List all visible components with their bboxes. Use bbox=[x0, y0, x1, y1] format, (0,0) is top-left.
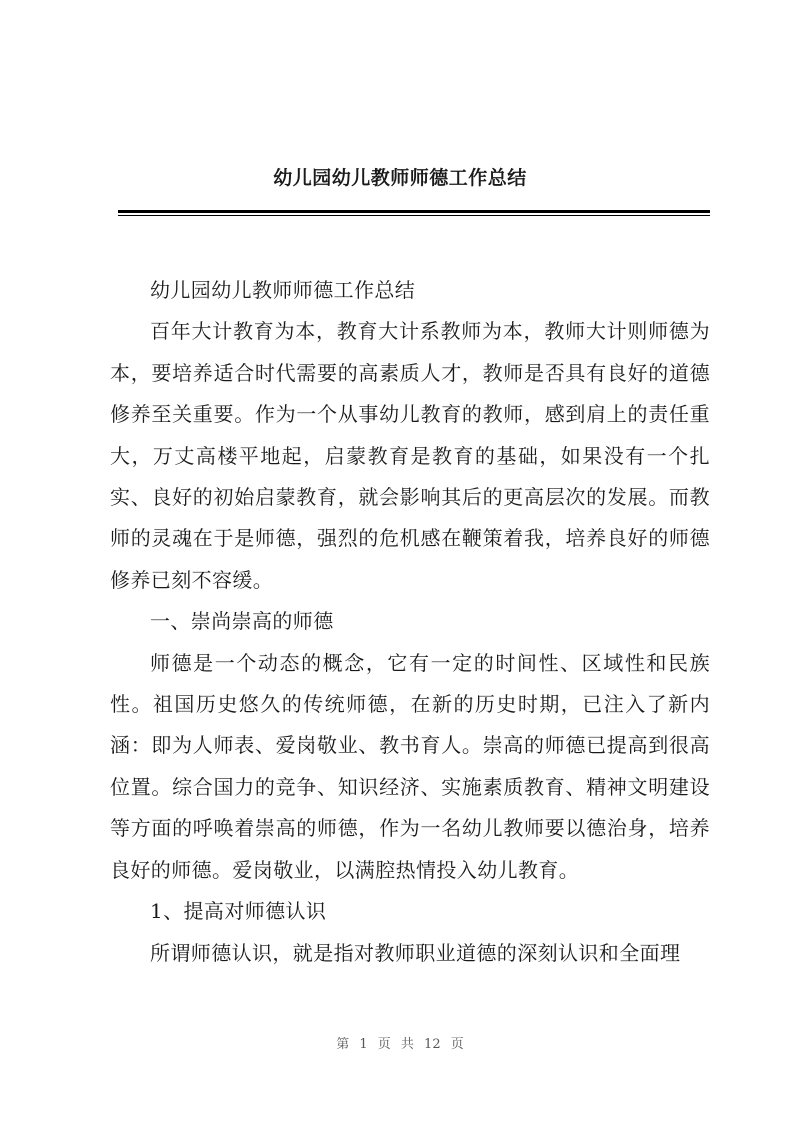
section-heading: 一、崇尚崇高的师德 bbox=[150, 609, 334, 634]
page-number-footer: 第 1 页 共 12 页 bbox=[336, 1037, 464, 1052]
page-title: 幼儿园幼儿教师师德工作总结 bbox=[273, 167, 527, 189]
title-divider-thin bbox=[118, 215, 710, 216]
title-divider bbox=[118, 210, 710, 213]
paragraph-heading: 幼儿园幼儿教师师德工作总结 bbox=[150, 278, 416, 302]
paragraph: 所谓师德认识，就是指对教师职业道德的深刻认识和全面理 bbox=[150, 940, 681, 965]
subsection-heading: 1、提高对师德认识 bbox=[150, 899, 327, 924]
document-body bbox=[110, 270, 710, 974]
paragraph: 百年大计教育为本，教育大计系教师为本，教师大计则师德为本，要培养适合时代需要的高素质人才，教师是否具有良好的道德修养至关重要。作为一个从事幼儿教育的教师，感到肩上的责任重大，万丈高楼平地起，启蒙教育是教育的基础，如果没有一个扎实、良好的初始启蒙教育，就会影响其后的更高层次的发展。而教师的灵魂在于是师德，强烈的危机感在鞭策着我，培养良好的师德修养已刻不容缓。 bbox=[110, 319, 710, 592]
paragraph: 师德是一个动态的概念，它有一定的时间性、区域性和民族性。祖国历史悠久的传统师德，在新的历史时期，已注入了新内涵：即为人师表、爱岗敬业、教书育人。崇高的师德已提高到很高位置。综合国力的竞争、知识经济、实施素质教育、精神文明建设等方面的呼唤着崇高的师德，作为一名幼儿教师要以德治身，培养良好的师德。爱岗敬业，以满腔热情投入幼儿教育。 bbox=[110, 650, 710, 882]
